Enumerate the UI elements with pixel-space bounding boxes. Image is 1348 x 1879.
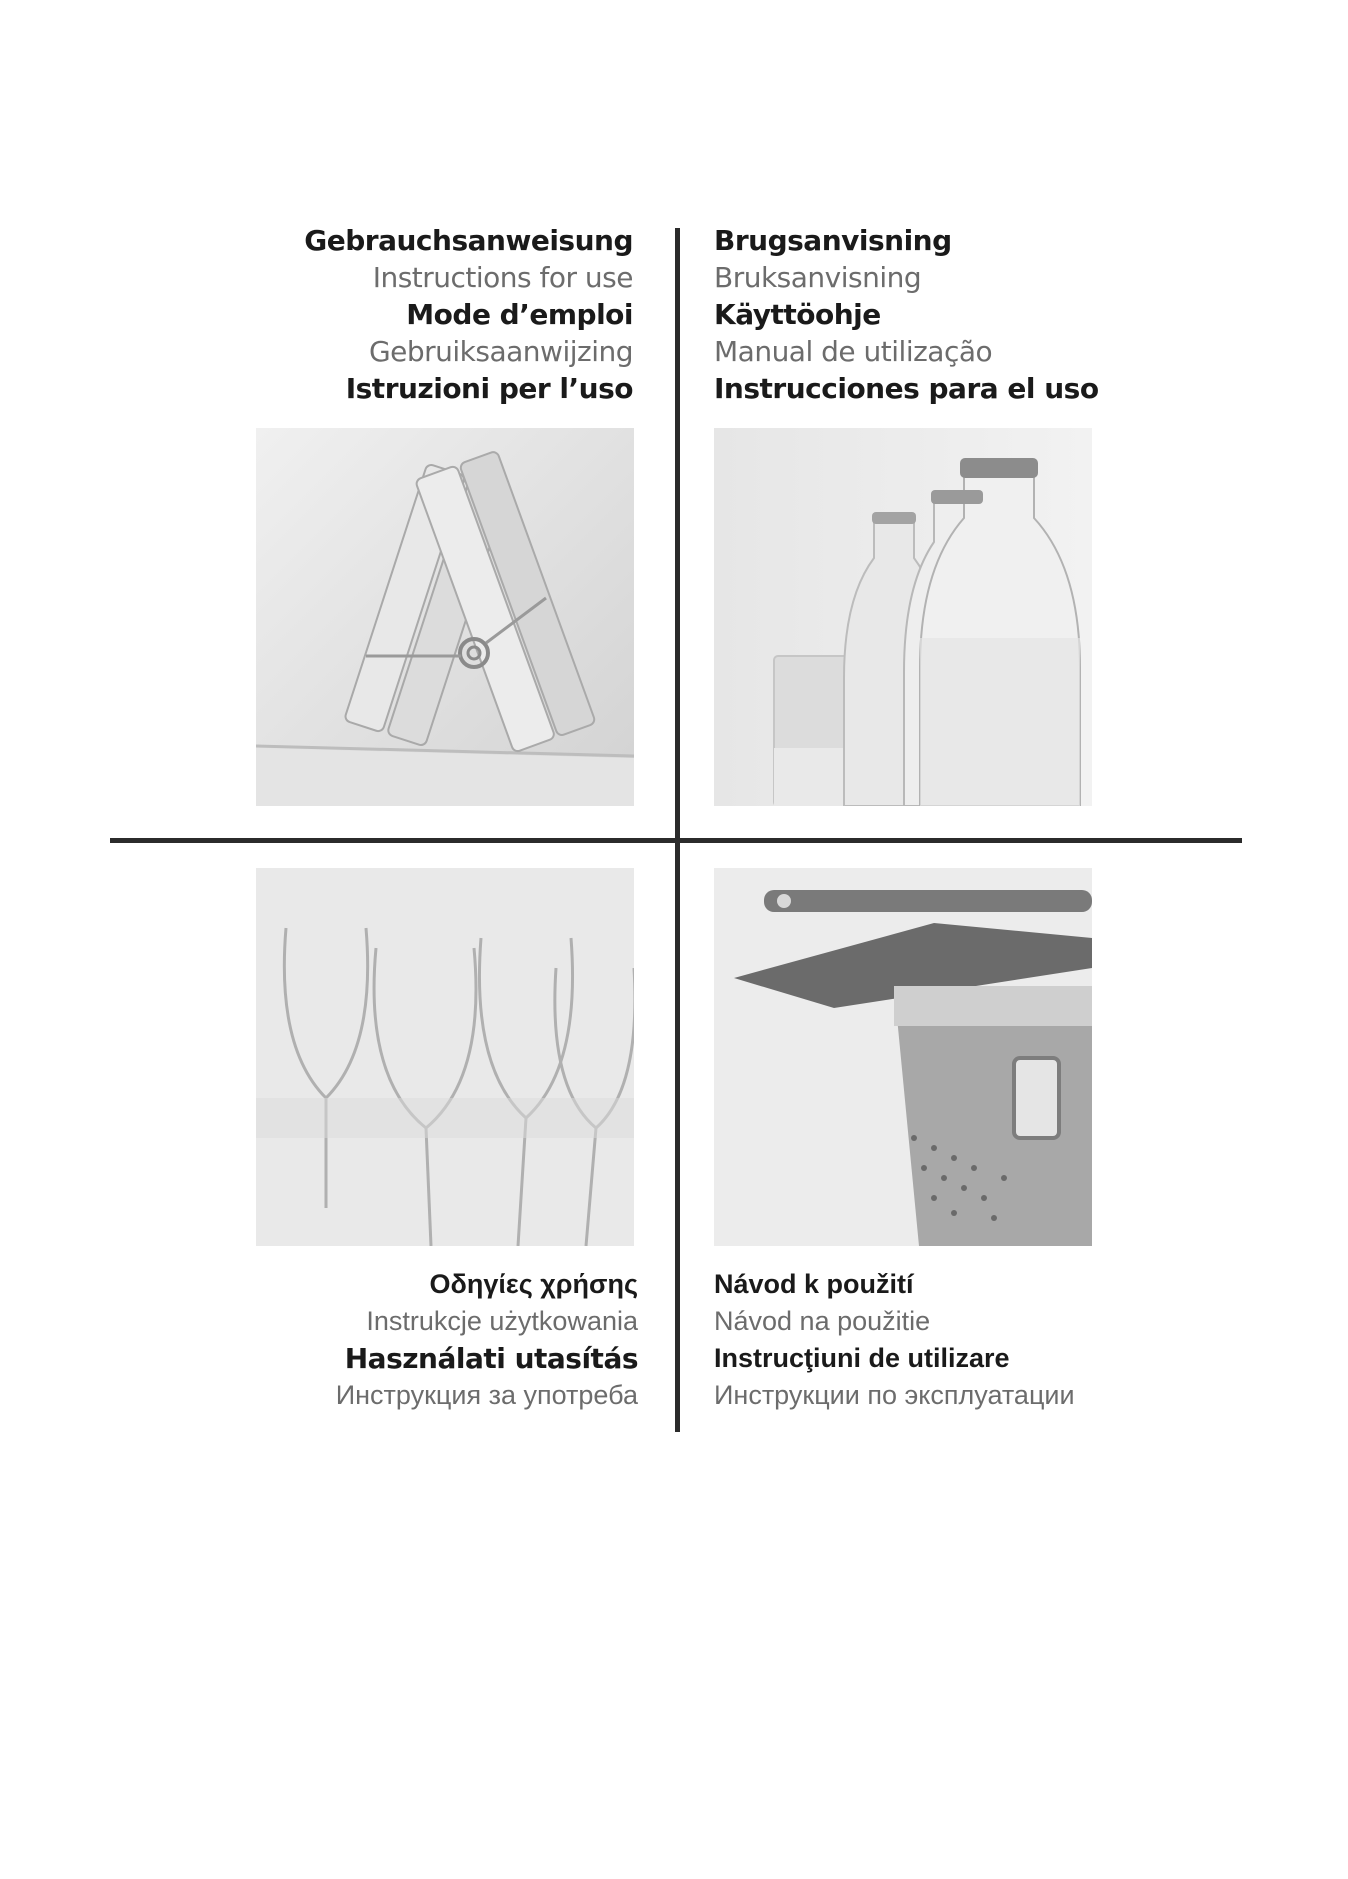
colander-pot-image	[714, 868, 1092, 1246]
languages-top-right	[714, 222, 1134, 407]
title-finnish: Käyttöohje	[714, 298, 881, 331]
languages-bottom-left	[250, 1266, 638, 1414]
title-french: Mode d’emploi	[406, 298, 633, 331]
title-romanian: Instrucţiuni de utilizare	[714, 1343, 1010, 1373]
title-polish: Instrukcje użytkowania	[366, 1306, 638, 1336]
title-portuguese: Manual de utilização	[714, 335, 993, 368]
title-spanish: Instrucciones para el uso	[714, 372, 1099, 405]
title-czech: Návod k použití	[714, 1269, 914, 1299]
milk-bottles-image	[714, 428, 1092, 806]
title-slovak: Návod na použitie	[714, 1306, 931, 1336]
vertical-divider	[675, 228, 680, 1432]
horizontal-divider	[110, 838, 1242, 843]
title-german: Gebrauchsanweisung	[304, 224, 633, 257]
title-hungarian: Használati utasítás	[344, 1342, 638, 1375]
languages-bottom-right	[714, 1266, 1134, 1414]
title-bulgarian: Инструкция за употреба	[335, 1380, 638, 1410]
clothespins-image	[256, 428, 634, 806]
title-russian: Инструкции по эксплуатации	[714, 1380, 1075, 1410]
wine-glasses-image	[256, 868, 634, 1246]
title-norwegian: Bruksanvisning	[714, 261, 922, 294]
title-greek: Οδηγίες χρήσης	[429, 1269, 638, 1299]
title-italian: Istruzioni per l’uso	[345, 372, 633, 405]
title-dutch: Gebruiksaanwijzing	[368, 335, 633, 368]
languages-top-left	[270, 222, 633, 407]
title-danish: Brugsanvisning	[714, 224, 952, 257]
title-english: Instructions for use	[372, 261, 633, 294]
